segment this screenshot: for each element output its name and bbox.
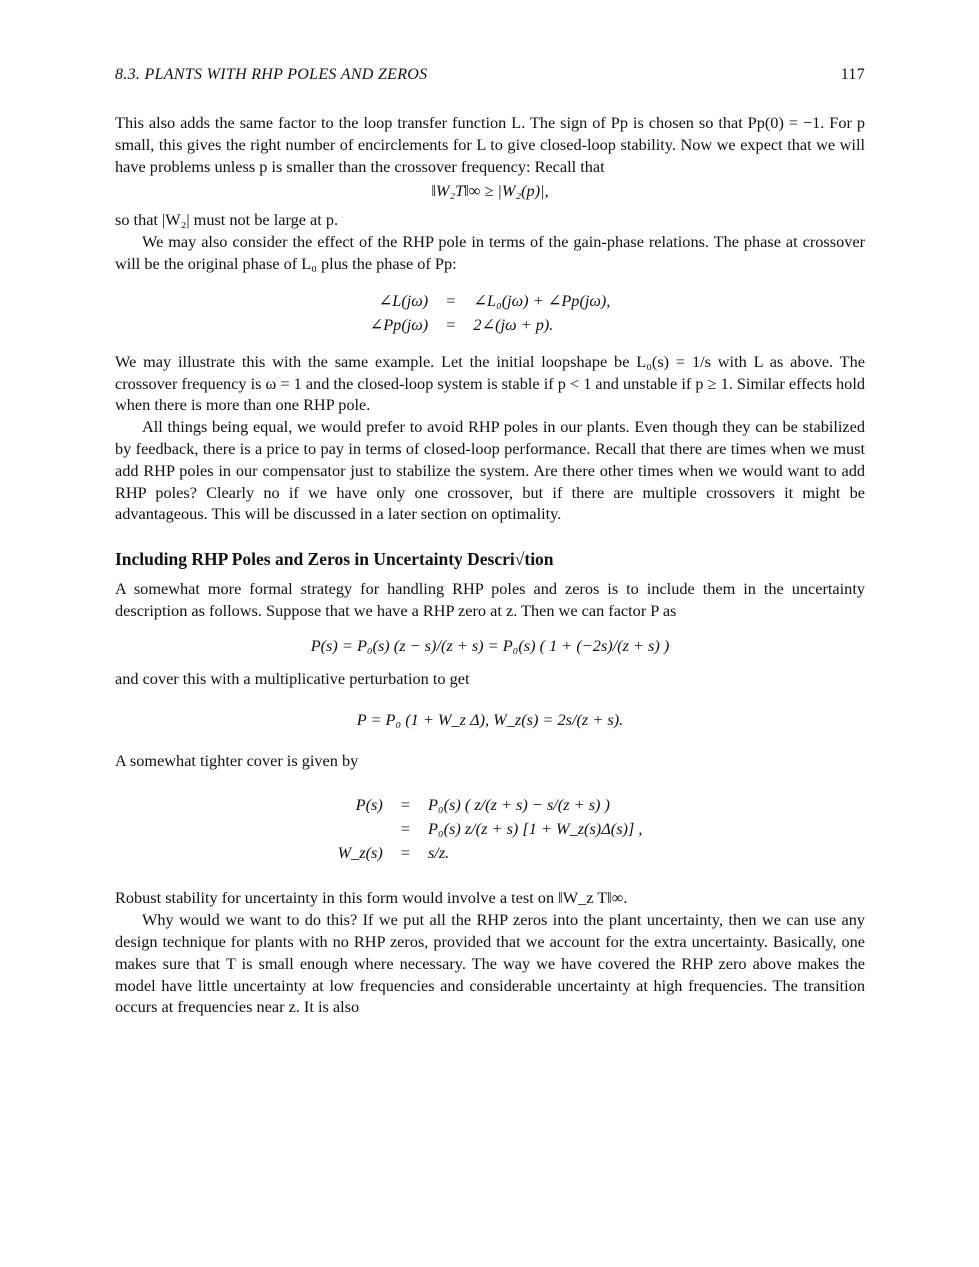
- equation-cover: P = P₀ (1 + W_z Δ), W_z(s) = 2s/(z + s).: [356, 709, 624, 729]
- paragraph-4: We may illustrate this with the same example. Let the initial loopshape be L₀(s) = 1/s with L as above. The crossover frequency is ω = 1 and the closed-loop system is stable if p < 1 and unstable if p ≥ 1. Similar effects hold when there is more than one RHP pole.: [115, 351, 865, 415]
- equation-phase-relations: [115, 289, 865, 337]
- equation-norm-bound: ‖W₂T‖∞ ≥ |W₂(p)|,: [431, 181, 549, 201]
- paragraph-9: Robust stability for uncertainty in this form would involve a test on ‖W_z T‖∞.: [115, 888, 628, 908]
- paragraph-5: All things being equal, we would prefer to avoid RHP poles in our plants. Even though they can be stabilized by feedback, there is a price to pay in terms of closed-loop performance. Recall that there are times when we must add RHP poles in our compensator just to stabilize the system. Are there other times when we would want to add RHP poles? Clearly no if we have only one crossover, but if there are multiple crossovers it might be advantageous. This will be discussed in a later section on optimality.: [115, 417, 865, 524]
- paragraph-3: We may also consider the effect of the RHP pole in terms of the gain-phase relations. The phase at crossover will be the original phase of L₀ plus the phase of Pp:: [115, 232, 865, 273]
- paragraph-1: This also adds the same factor to the loop transfer function L. The sign of Pp is chosen so that Pp(0) = −1. For p small, this gives the right number of encirclements for L to give closed-loop stability. Now we expect that we will have problems unless p is smaller than the crossover frequency: Recall that: [115, 113, 865, 176]
- paragraph-8: A somewhat tighter cover is given by: [115, 750, 359, 770]
- section-heading: Including RHP Poles and Zeros in Uncertainty Descri√tion: [115, 549, 554, 570]
- page-number: 117: [840, 66, 865, 83]
- equation-factor: P(s) = P₀(s) (z − s)/(z + s) = P₀(s) ( 1 + (−2s)/(z + s) ): [310, 635, 670, 655]
- paragraph-7: and cover this with a multiplicative perturbation to get: [115, 668, 470, 688]
- equation-row: P(s) = P₀(s) ( z/(z + s) − s/(z + s) ): [355, 795, 610, 815]
- page-content: [115, 66, 865, 1018]
- paragraph-2: so that |W₂| must not be large at p.: [115, 210, 339, 230]
- equation-row: ∠L(jω) = ∠L₀(jω) + ∠Pp(jω),: [378, 290, 611, 310]
- section-header: 8.3. PLANTS WITH RHP POLES AND ZEROS: [115, 66, 428, 83]
- paragraph-6: A somewhat more formal strategy for handling RHP poles and zeros is to include them in the uncertainty description as follows. Suppose that we have a RHP zero at z. Then we can factor P as: [115, 579, 865, 620]
- running-head: [115, 66, 865, 84]
- equation-row: = P₀(s) z/(z + s) [1 + W_z(s)Δ(s)] ,: [400, 819, 643, 839]
- equation-tighter-cover: [115, 793, 865, 865]
- paragraph-10: Why would we want to do this? If we put all the RHP zeros into the plant uncertainty, then we can use any design technique for plants with no RHP zeros, provided that we account for the extra uncertainty. Basically, one makes sure that T is small enough where necessary. The way we have covered the RHP zero above makes the model have little uncertainty at low frequencies and considerable uncertainty at high frequencies. The transition occurs at frequencies near z. It is also: [115, 910, 865, 1017]
- equation-row: W_z(s) = s/z.: [337, 843, 450, 863]
- equation-row: ∠Pp(jω) = 2∠(jω + p).: [369, 314, 554, 334]
